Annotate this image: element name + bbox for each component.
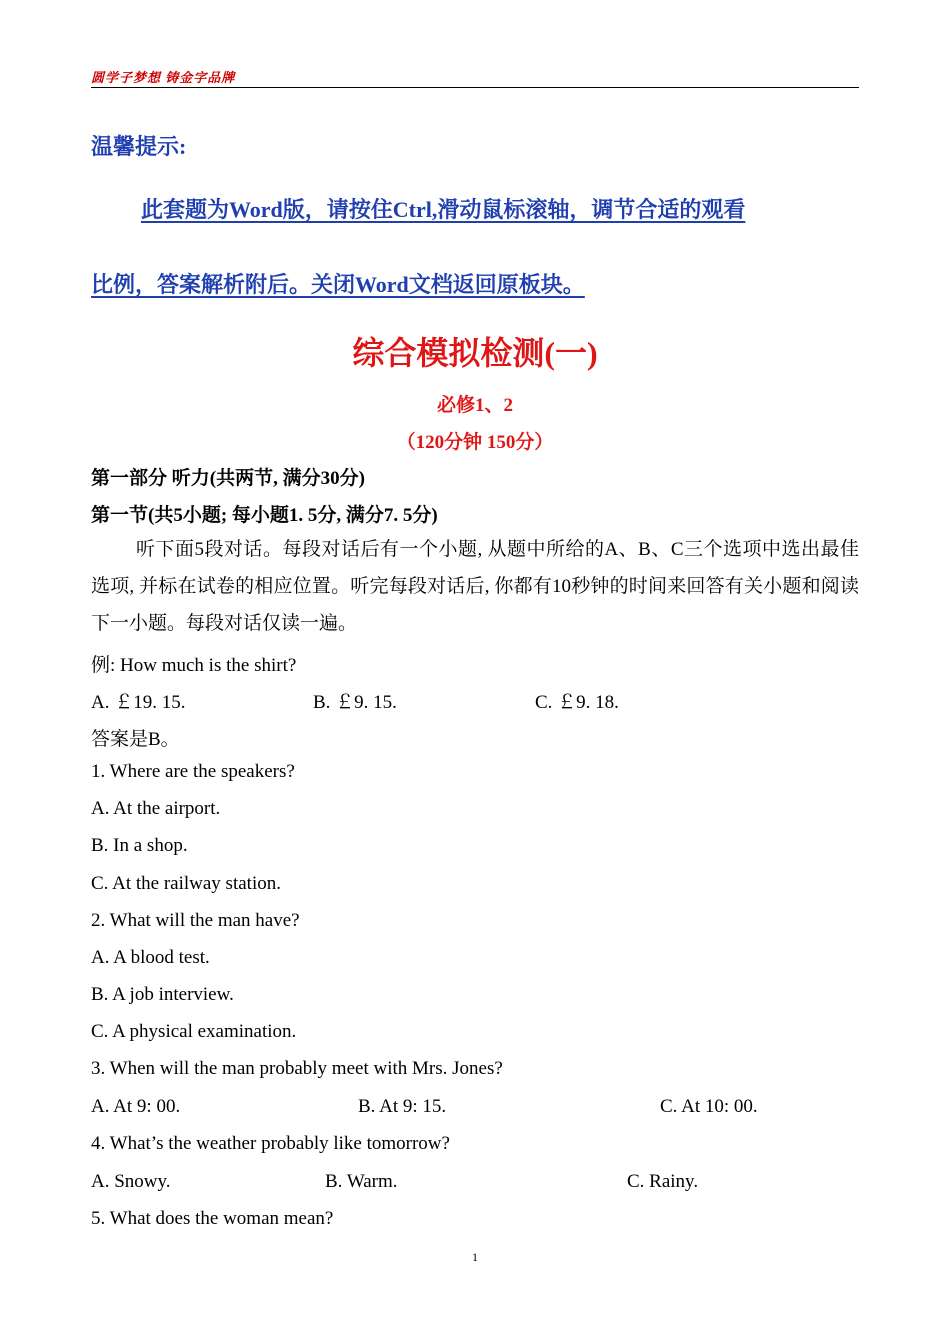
question-4-option-a: A. Snowy. xyxy=(91,1171,171,1192)
section-heading: 第一节(共5小题; 每小题1. 5分, 满分7. 5分) xyxy=(91,505,438,526)
tip-title: 温馨提示: xyxy=(91,134,187,159)
question-2: 2. What will the man have? xyxy=(91,910,300,931)
question-5: 5. What does the woman mean? xyxy=(91,1208,334,1229)
example-option-b: B. ￡9. 15. xyxy=(313,692,397,713)
question-4-option-b: B. Warm. xyxy=(325,1171,398,1192)
example-option-c: C. ￡9. 18. xyxy=(535,692,619,713)
question-1-option-b: B. In a shop. xyxy=(91,835,188,856)
question-3-option-b: B. At 9: 15. xyxy=(358,1096,447,1117)
question-3: 3. When will the man probably meet with Mrs. Jones? xyxy=(91,1058,503,1079)
page-header xyxy=(91,67,859,88)
question-4: 4. What’s the weather probably like tomorrow? xyxy=(91,1133,450,1154)
exam-time-score: （120分钟 150分） xyxy=(396,432,554,453)
question-1-option-a: A. At the airport. xyxy=(91,798,221,819)
exam-subtitle: 必修1、2 xyxy=(436,395,513,416)
header-slogan: 圆学子梦想 铸金字品牌 xyxy=(91,70,236,85)
tip-line-2[interactable]: 比例，答案解析附后。关闭Word文档返回原板块。 xyxy=(91,272,585,297)
exam-title: 综合模拟检测(一) xyxy=(352,335,598,371)
question-1: 1. Where are the speakers? xyxy=(91,761,295,782)
question-1-option-c: C. At the railway station. xyxy=(91,873,281,894)
tip-line-1[interactable]: 此套题为Word版，请按住Ctrl,滑动鼠标滚轴，调节合适的观看 xyxy=(141,197,746,222)
part-heading: 第一部分 听力(共两节, 满分30分) xyxy=(91,468,365,489)
question-3-option-c: C. At 10: 00. xyxy=(660,1096,758,1117)
example-question: 例: How much is the shirt? xyxy=(91,655,297,676)
question-2-option-b: B. A job interview. xyxy=(91,984,234,1005)
question-2-option-a: A. A blood test. xyxy=(91,947,210,968)
question-3-option-a: A. At 9: 00. xyxy=(91,1096,181,1117)
question-4-option-c: C. Rainy. xyxy=(627,1171,699,1192)
example-option-a: A. ￡19. 15. xyxy=(91,692,186,713)
instructions-paragraph: 听下面5段对话。每段对话后有一个小题, 从题中所给的A、B、C三个选项中选出最佳选项, 并标在试卷的相应位置。听完每段对话后, 你都有10秒钟的时间来回答有关小题和阅读下一小题。每段对话仅读一遍。 xyxy=(91,539,859,634)
question-2-option-c: C. A physical examination. xyxy=(91,1021,297,1042)
example-answer: 答案是B。 xyxy=(91,729,180,750)
page-number: 1 xyxy=(472,1250,478,1264)
